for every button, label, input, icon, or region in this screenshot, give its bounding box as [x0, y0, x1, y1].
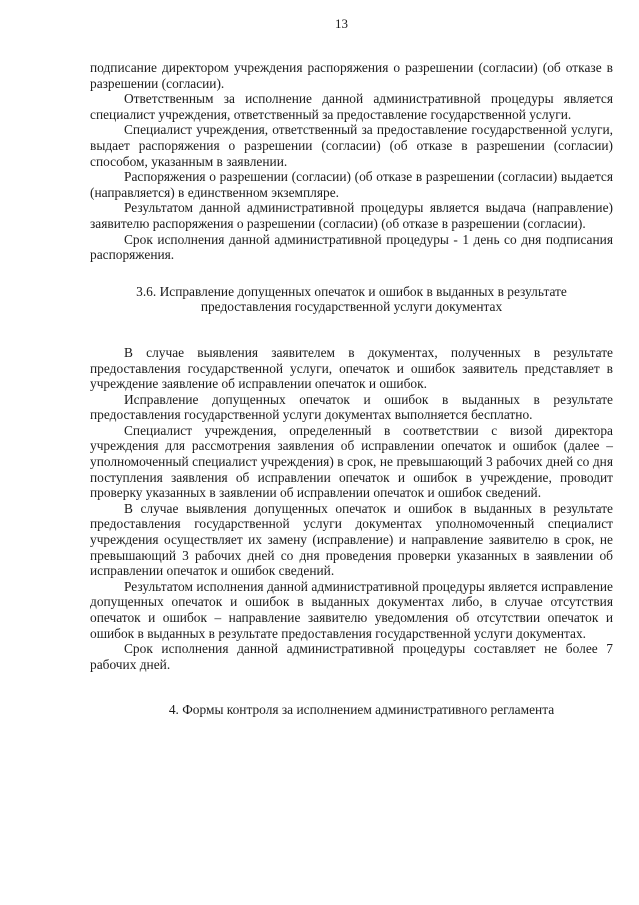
section-heading: 3.6. Исправление допущенных опечаток и ошибок в выданных в результате предоставления государственной услуги документах: [136, 283, 567, 315]
paragraph: В случае выявления допущенных опечаток и ошибок в выданных в результате предоставления государственной услуги документах уполномоченный специалист учреждения осуществляет их замену (исправление) и направление заявителю в срок, не превышающий 3 рабочих дней со дня проведения проверки указанных в заявлении об исправлении опечаток и ошибок сведений.: [90, 500, 613, 579]
paragraph: Специалист учреждения, определенный в соответствии с визой директора учреждения для рассмотрения заявления об исправлении опечаток и ошибок (далее – уполномоченный специалист учреждения) в срок, не превышающий 3 рабочих дней со дня поступления заявления об исправлении опечаток и ошибок в учреждение, проводит проверку указанных в заявлении об исправлении опечаток и ошибок сведений.: [90, 422, 613, 501]
paragraph: Срок исполнения данной административной процедуры составляет не более 7 рабочих дней.: [90, 641, 613, 672]
paragraph: Ответственным за исполнение данной административной процедуры является специалист учреждения, ответственный за предоставление государственной услуги.: [90, 91, 613, 122]
paragraph: Специалист учреждения, ответственный за предоставление государственной услуги, выдает распоряжения о разрешении (согласии) (об отказе в разрешении (согласии) способом, указанным в заявлении.: [90, 122, 613, 169]
next-section-title: 4. Формы контроля за исполнением административного регламента: [168, 702, 555, 718]
paragraph: Результатом данной административной процедуры является выдача (направление) заявителю распоряжения о разрешении (согласии) (об отказе в разрешении (согласии).: [90, 200, 613, 231]
page-number: 13: [335, 16, 348, 31]
paragraph: Исправление допущенных опечаток и ошибок в выданных в результате предоставления государственной услуги документах выполняется бесплатно.: [90, 391, 613, 423]
paragraph: подписание директором учреждения распоряжения о разрешении (согласии) (об отказе в разрешении (согласии).: [90, 60, 613, 91]
paragraph: Результатом исполнения данной административной процедуры является исправление допущенных опечаток и ошибок в выданных документах либо, в случае отсутствия опечаток и ошибок – направление заявителю уведомления об отсутствии опечаток и ошибок в выданных в результате предоставления государственной услуги документах.: [90, 578, 613, 641]
paragraph: В случае выявления заявителем в документах, полученных в результате предоставления государственной услуги, опечаток и ошибок заявитель представляет в учреждение заявление об исправлении опечаток и ошибок.: [90, 344, 613, 392]
paragraph: Распоряжения о разрешении (согласии) (об отказе в разрешении (согласии) выдается (направляется) в единственном экземпляре.: [90, 169, 613, 200]
paragraph: Срок исполнения данной административной процедуры - 1 день со дня подписания распоряжения.: [90, 231, 613, 263]
